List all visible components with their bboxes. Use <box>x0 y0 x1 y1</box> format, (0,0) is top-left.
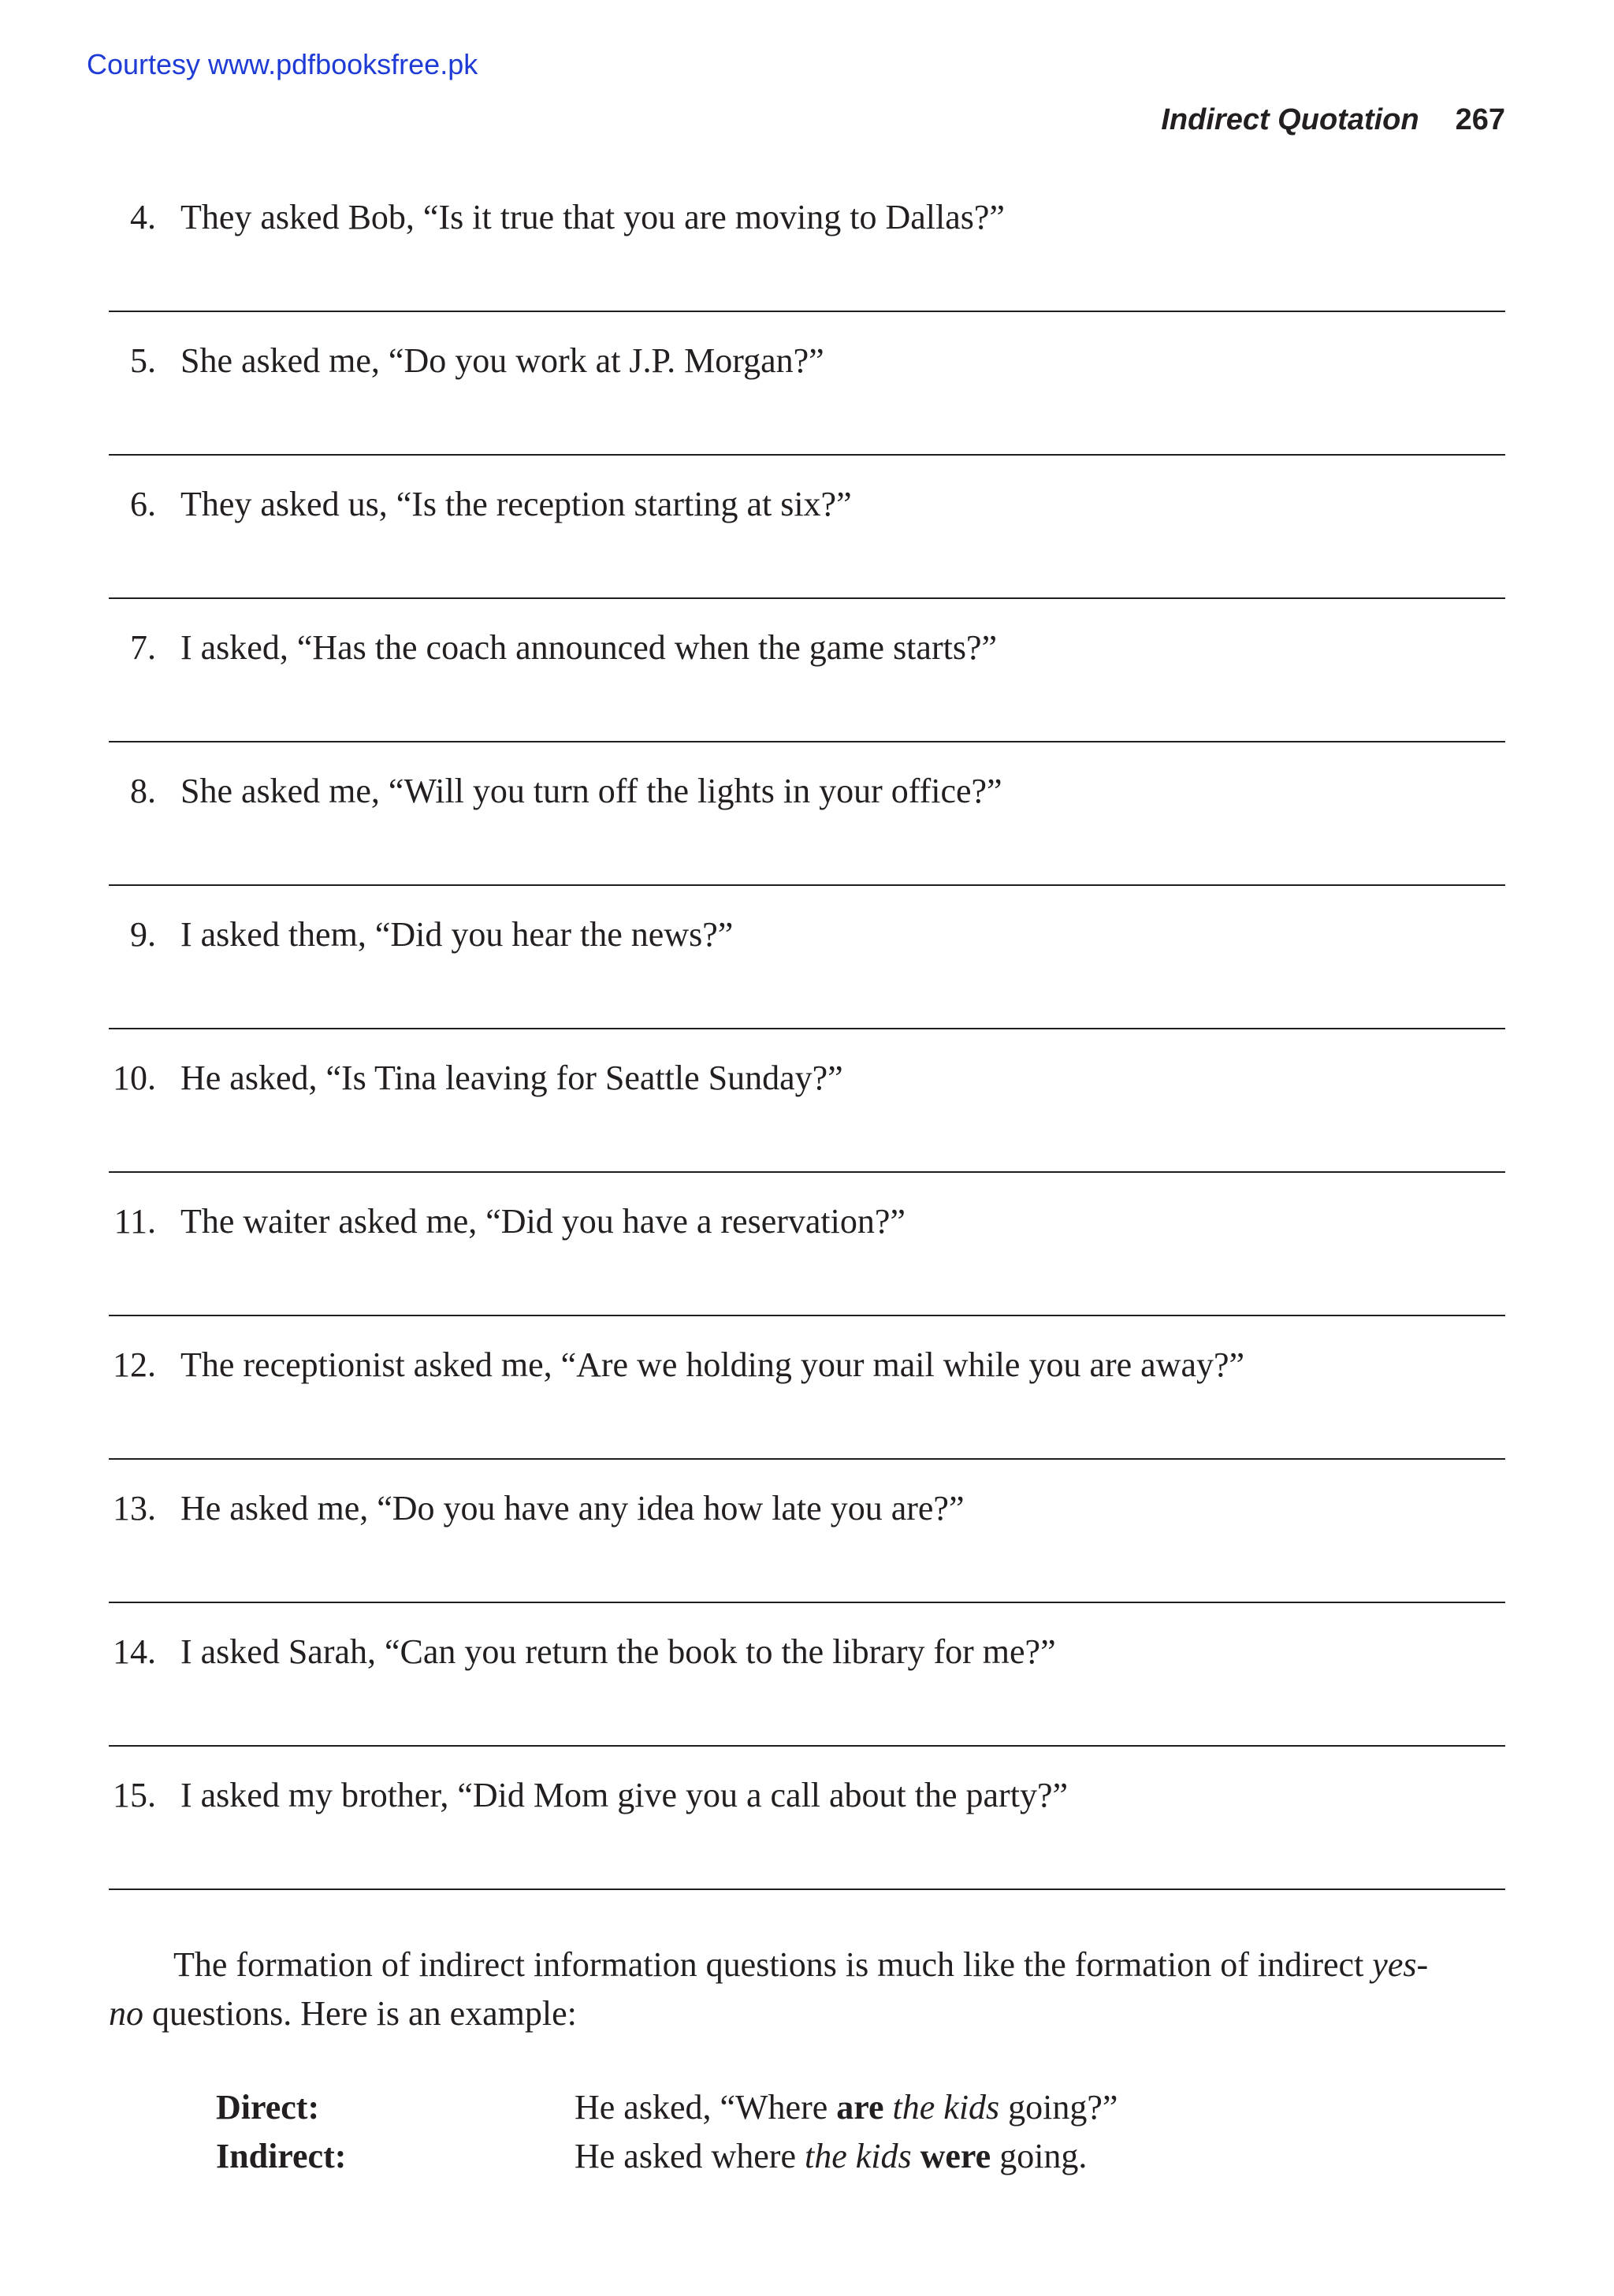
exercise-question: He asked me, “Do you have any idea how late you are?” <box>180 1489 965 1528</box>
answer-line[interactable] <box>109 1458 1505 1460</box>
answer-line[interactable] <box>109 1171 1505 1173</box>
exercise-item <box>109 1632 1505 1778</box>
answer-line[interactable] <box>109 454 1505 456</box>
exercise-item <box>109 1204 1505 1348</box>
answer-line[interactable] <box>109 311 1505 312</box>
exercise-question: He asked, “Is Tina leaving for Seattle Sunday?” <box>180 1059 843 1097</box>
courtesy-link[interactable]: Courtesy www.pdfbooksfree.pk <box>87 48 478 80</box>
exercise-question: She asked me, “Do you work at J.P. Morgan?” <box>180 341 824 380</box>
exercise-item <box>109 628 1505 774</box>
exercise-number: 13. <box>113 1489 156 1528</box>
paragraph-italic-no: no <box>109 1994 143 2033</box>
exercise-question: I asked my brother, “Did Mom give you a call about the party?” <box>180 1776 1068 1814</box>
example-direct-text <box>575 2087 1118 2127</box>
running-head-title: Indirect Quotation <box>1161 103 1419 136</box>
example-direct-label: Direct: <box>216 2088 320 2127</box>
exercise-number: 8. <box>130 772 156 810</box>
example-direct-part2 <box>884 2088 893 2127</box>
exercise-item <box>109 487 1505 631</box>
exercise-question: They asked us, “Is the reception starting at six?” <box>180 485 852 523</box>
answer-line[interactable] <box>109 1028 1505 1029</box>
example-indirect <box>216 2136 1398 2185</box>
exercise-item <box>109 1491 1505 1635</box>
example-indirect-label: Indirect: <box>216 2137 347 2175</box>
example-direct-bold: are <box>836 2088 884 2127</box>
page-number: 267 <box>1455 103 1505 136</box>
paragraph-italic-yes: yes- <box>1372 1945 1429 1984</box>
exercise-item <box>109 1345 1505 1491</box>
answer-line[interactable] <box>109 884 1505 886</box>
exercise-number: 6. <box>130 485 156 523</box>
exercise-item <box>109 341 1505 487</box>
exercise-number: 5. <box>130 341 156 380</box>
exercise-number: 11. <box>113 1202 156 1241</box>
answer-line[interactable] <box>109 741 1505 742</box>
exercise-number: 14. <box>113 1632 156 1671</box>
exercise-question: I asked Sarah, “Can you return the book to the library for me?” <box>180 1632 1056 1671</box>
paragraph-line-1 <box>109 1941 1505 1989</box>
example-direct-italic: the kids <box>892 2088 1000 2127</box>
running-head <box>1161 105 1505 135</box>
exercise-number: 7. <box>130 628 156 667</box>
example-indirect-part1: He asked where <box>575 2137 805 2175</box>
example-indirect-italic: the kids <box>804 2137 912 2175</box>
example-direct-part1: He asked, “Where <box>575 2088 837 2127</box>
paragraph-text-1: The formation of indirect information questions is much like the formation of indirect <box>173 1945 1373 1984</box>
exercise-item <box>109 774 1505 917</box>
example-indirect-part3: going. <box>991 2137 1088 2175</box>
answer-line[interactable] <box>109 1889 1505 1890</box>
paragraph-line-2 <box>109 1989 1505 2038</box>
exercise-question: The receptionist asked me, “Are we holding your mail while you are away?” <box>180 1345 1245 1384</box>
answer-line[interactable] <box>109 1602 1505 1603</box>
exercise-number: 9. <box>130 915 156 954</box>
exercise-number: 4. <box>130 198 156 236</box>
exercise-item <box>109 200 1505 344</box>
exercise-question: The waiter asked me, “Did you have a reservation?” <box>180 1202 906 1241</box>
exercise-item <box>109 917 1505 1061</box>
answer-line[interactable] <box>109 597 1505 599</box>
exercise-number: 12. <box>113 1345 156 1384</box>
example-indirect-part2 <box>912 2137 920 2175</box>
answer-line[interactable] <box>109 1315 1505 1316</box>
exercise-question: I asked them, “Did you hear the news?” <box>180 915 734 954</box>
exercise-question: She asked me, “Will you turn off the lights in your office?” <box>180 772 1002 810</box>
paragraph-text-2: questions. Here is an example: <box>143 1994 577 2033</box>
example-block <box>216 2087 1398 2185</box>
exercise-number: 10. <box>113 1059 156 1097</box>
exercise-item <box>109 1778 1505 1922</box>
exercise-question: They asked Bob, “Is it true that you are moving to Dallas?” <box>180 198 1005 236</box>
answer-line[interactable] <box>109 1745 1505 1747</box>
example-indirect-bold: were <box>920 2137 991 2175</box>
example-indirect-text <box>575 2136 1087 2176</box>
exercise-item <box>109 1061 1505 1204</box>
example-direct <box>216 2087 1398 2136</box>
exercise-question: I asked, “Has the coach announced when the game starts?” <box>180 628 997 667</box>
exercise-number: 15. <box>113 1776 156 1814</box>
explanation-paragraph <box>109 1941 1505 2038</box>
example-direct-part3: going?” <box>999 2088 1118 2127</box>
